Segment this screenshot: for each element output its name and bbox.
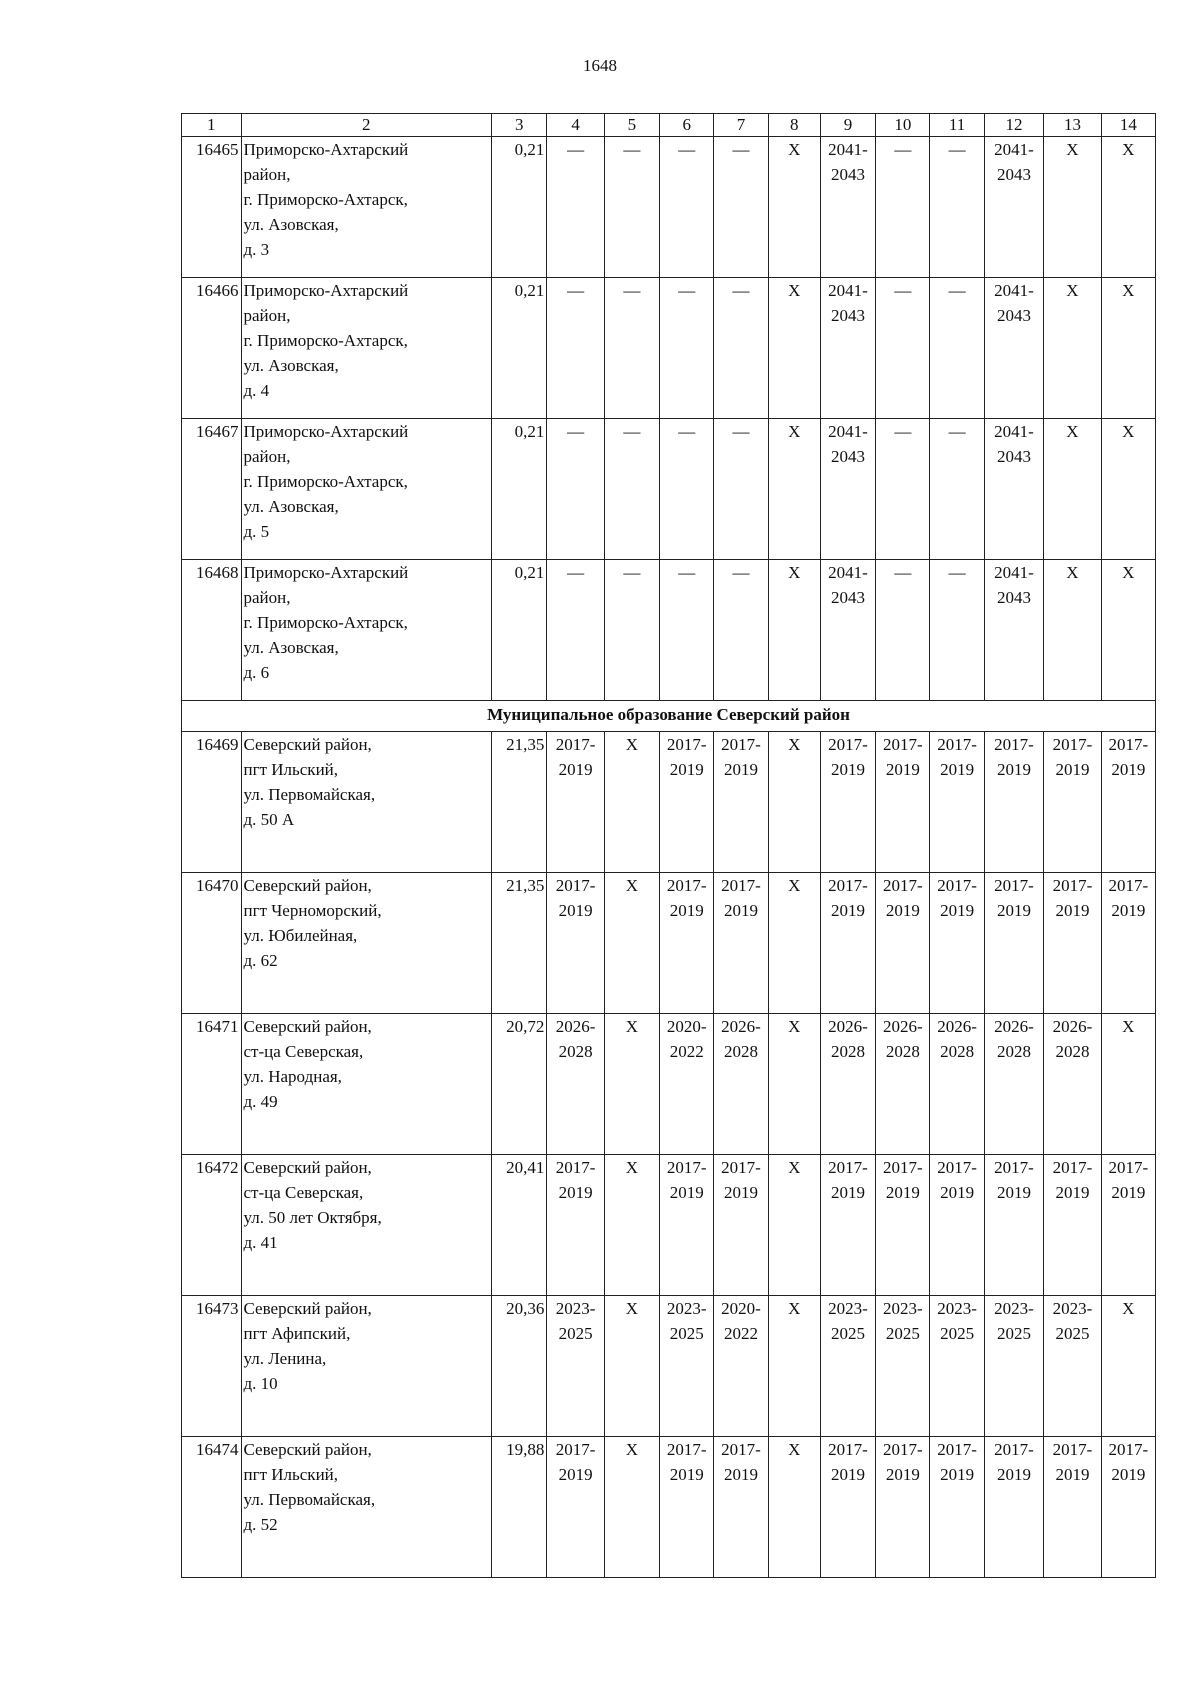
value-cell: 2023- 2025 — [1044, 1296, 1101, 1437]
value-cell: — — [876, 419, 930, 560]
table-row — [182, 560, 1156, 701]
column-header: 12 — [984, 114, 1044, 137]
table-row — [182, 1296, 1156, 1437]
value-cell: 2026- 2028 — [714, 1014, 768, 1155]
value-cell: 2023- 2025 — [984, 1296, 1044, 1437]
value-cell: X — [768, 873, 820, 1014]
area-cell: 0,21 — [492, 419, 547, 560]
value-cell: 2041- 2043 — [984, 419, 1044, 560]
value-cell: — — [876, 137, 930, 278]
value-cell: 2017- 2019 — [547, 873, 604, 1014]
area-cell: 20,72 — [492, 1014, 547, 1155]
table-row — [182, 732, 1156, 873]
value-cell: — — [876, 560, 930, 701]
value-cell: 2041- 2043 — [984, 278, 1044, 419]
section-row — [182, 701, 1156, 732]
value-cell: — — [547, 419, 604, 560]
area-cell: 21,35 — [492, 873, 547, 1014]
value-cell: 2017- 2019 — [930, 1437, 984, 1578]
address-cell: Приморско-Ахтарский район, г. Приморско-Ахтарск, ул. Азовская, д. 3 — [241, 137, 492, 278]
value-cell: 2017- 2019 — [1101, 1437, 1155, 1578]
area-cell: 19,88 — [492, 1437, 547, 1578]
value-cell: X — [768, 137, 820, 278]
column-header-row — [182, 114, 1156, 137]
value-cell: X — [604, 1014, 659, 1155]
value-cell: X — [1101, 1014, 1155, 1155]
address-cell: Приморско-Ахтарский район, г. Приморско-Ахтарск, ул. Азовская, д. 4 — [241, 278, 492, 419]
value-cell: — — [604, 278, 659, 419]
address-cell: Приморско-Ахтарский район, г. Приморско-Ахтарск, ул. Азовская, д. 6 — [241, 560, 492, 701]
value-cell: — — [660, 560, 714, 701]
table-row — [182, 137, 1156, 278]
table-row — [182, 1014, 1156, 1155]
value-cell: X — [1101, 560, 1155, 701]
value-cell: 2017- 2019 — [1044, 873, 1101, 1014]
value-cell: 2026- 2028 — [547, 1014, 604, 1155]
value-cell: — — [930, 419, 984, 560]
area-cell: 20,36 — [492, 1296, 547, 1437]
value-cell: 2017- 2019 — [547, 1437, 604, 1578]
column-header: 14 — [1101, 114, 1155, 137]
value-cell: 2017- 2019 — [876, 873, 930, 1014]
value-cell: 2041- 2043 — [820, 560, 875, 701]
address-cell: Северский район, ст-ца Северская, ул. Народная, д. 49 — [241, 1014, 492, 1155]
address-cell: Приморско-Ахтарский район, г. Приморско-Ахтарск, ул. Азовская, д. 5 — [241, 419, 492, 560]
value-cell: X — [768, 560, 820, 701]
value-cell: 2017- 2019 — [714, 1155, 768, 1296]
value-cell: X — [604, 732, 659, 873]
value-cell: 2017- 2019 — [820, 1155, 875, 1296]
value-cell: — — [547, 560, 604, 701]
row-number: 16474 — [182, 1437, 242, 1578]
value-cell: 2017- 2019 — [876, 732, 930, 873]
value-cell: X — [1044, 419, 1101, 560]
value-cell: 2017- 2019 — [876, 1155, 930, 1296]
row-number: 16469 — [182, 732, 242, 873]
value-cell: 2017- 2019 — [1101, 1155, 1155, 1296]
value-cell: 2023- 2025 — [820, 1296, 875, 1437]
value-cell: 2020- 2022 — [714, 1296, 768, 1437]
value-cell: 2017- 2019 — [1101, 873, 1155, 1014]
value-cell: X — [768, 1014, 820, 1155]
row-number: 16473 — [182, 1296, 242, 1437]
table-row — [182, 1437, 1156, 1578]
value-cell: 2017- 2019 — [1044, 732, 1101, 873]
address-cell: Северский район, пгт Афипский, ул. Ленина, д. 10 — [241, 1296, 492, 1437]
table-row — [182, 1155, 1156, 1296]
value-cell: 2026- 2028 — [930, 1014, 984, 1155]
value-cell: X — [604, 1155, 659, 1296]
value-cell: 2017- 2019 — [547, 1155, 604, 1296]
value-cell: X — [1101, 419, 1155, 560]
table-body — [182, 137, 1156, 1578]
value-cell: 2017- 2019 — [820, 873, 875, 1014]
row-number: 16470 — [182, 873, 242, 1014]
area-cell: 20,41 — [492, 1155, 547, 1296]
value-cell: X — [604, 873, 659, 1014]
value-cell: 2041- 2043 — [984, 560, 1044, 701]
value-cell: X — [1101, 137, 1155, 278]
column-header: 4 — [547, 114, 604, 137]
column-header: 6 — [660, 114, 714, 137]
value-cell: 2020- 2022 — [660, 1014, 714, 1155]
value-cell: X — [768, 732, 820, 873]
value-cell: 2026- 2028 — [984, 1014, 1044, 1155]
value-cell: 2041- 2043 — [984, 137, 1044, 278]
value-cell: X — [768, 1155, 820, 1296]
value-cell: 2026- 2028 — [1044, 1014, 1101, 1155]
value-cell: — — [714, 137, 768, 278]
column-header: 9 — [820, 114, 875, 137]
value-cell: 2017- 2019 — [984, 873, 1044, 1014]
table-row — [182, 873, 1156, 1014]
value-cell: X — [1101, 278, 1155, 419]
value-cell: 2017- 2019 — [714, 873, 768, 1014]
value-cell: — — [660, 419, 714, 560]
value-cell: X — [604, 1296, 659, 1437]
value-cell: 2017- 2019 — [984, 732, 1044, 873]
value-cell: 2017- 2019 — [984, 1437, 1044, 1578]
column-header: 10 — [876, 114, 930, 137]
value-cell: X — [768, 1296, 820, 1437]
value-cell: — — [604, 137, 659, 278]
value-cell: 2023- 2025 — [547, 1296, 604, 1437]
value-cell: 2041- 2043 — [820, 278, 875, 419]
area-cell: 21,35 — [492, 732, 547, 873]
value-cell: 2017- 2019 — [547, 732, 604, 873]
value-cell: — — [660, 137, 714, 278]
address-cell: Северский район, ст-ца Северская, ул. 50 лет Октября, д. 41 — [241, 1155, 492, 1296]
value-cell: X — [1044, 560, 1101, 701]
value-cell: X — [604, 1437, 659, 1578]
row-number: 16466 — [182, 278, 242, 419]
value-cell: X — [768, 278, 820, 419]
value-cell: 2017- 2019 — [660, 1437, 714, 1578]
row-number: 16467 — [182, 419, 242, 560]
value-cell: 2017- 2019 — [660, 873, 714, 1014]
column-header: 5 — [604, 114, 659, 137]
address-cell: Северский район, пгт Ильский, ул. Первомайская, д. 50 А — [241, 732, 492, 873]
address-cell: Северский район, пгт Черноморский, ул. Юбилейная, д. 62 — [241, 873, 492, 1014]
row-number: 16468 — [182, 560, 242, 701]
value-cell: 2017- 2019 — [1044, 1155, 1101, 1296]
value-cell: — — [930, 137, 984, 278]
value-cell: 2017- 2019 — [714, 1437, 768, 1578]
value-cell: 2041- 2043 — [820, 137, 875, 278]
value-cell: 2017- 2019 — [930, 732, 984, 873]
value-cell: X — [1044, 278, 1101, 419]
row-number: 16465 — [182, 137, 242, 278]
value-cell: X — [768, 1437, 820, 1578]
area-cell: 0,21 — [492, 560, 547, 701]
value-cell: 2017- 2019 — [820, 1437, 875, 1578]
value-cell: 2026- 2028 — [820, 1014, 875, 1155]
value-cell: — — [547, 137, 604, 278]
value-cell: 2017- 2019 — [714, 732, 768, 873]
column-header: 11 — [930, 114, 984, 137]
value-cell: 2026- 2028 — [876, 1014, 930, 1155]
value-cell: 2023- 2025 — [660, 1296, 714, 1437]
value-cell: — — [604, 560, 659, 701]
row-number: 16471 — [182, 1014, 242, 1155]
value-cell: — — [930, 278, 984, 419]
value-cell: 2017- 2019 — [660, 732, 714, 873]
value-cell: — — [714, 560, 768, 701]
value-cell: 2017- 2019 — [876, 1437, 930, 1578]
area-cell: 0,21 — [492, 278, 547, 419]
value-cell: 2017- 2019 — [930, 873, 984, 1014]
value-cell: — — [660, 278, 714, 419]
column-header: 8 — [768, 114, 820, 137]
value-cell: X — [1044, 137, 1101, 278]
value-cell: — — [604, 419, 659, 560]
value-cell: 2023- 2025 — [930, 1296, 984, 1437]
table-row — [182, 419, 1156, 560]
value-cell: — — [714, 278, 768, 419]
value-cell: — — [876, 278, 930, 419]
address-cell: Северский район, пгт Ильский, ул. Первомайская, д. 52 — [241, 1437, 492, 1578]
value-cell: 2041- 2043 — [820, 419, 875, 560]
column-header: 2 — [241, 114, 492, 137]
value-cell: X — [768, 419, 820, 560]
column-header: 7 — [714, 114, 768, 137]
page-number: 1648 — [583, 56, 617, 75]
value-cell: 2017- 2019 — [1044, 1437, 1101, 1578]
table-row — [182, 278, 1156, 419]
value-cell: 2017- 2019 — [984, 1155, 1044, 1296]
value-cell: — — [930, 560, 984, 701]
section-title: Муниципальное образование Северский район — [182, 701, 1156, 732]
area-cell: 0,21 — [492, 137, 547, 278]
value-cell: — — [547, 278, 604, 419]
column-header: 3 — [492, 114, 547, 137]
value-cell: 2017- 2019 — [820, 732, 875, 873]
data-table — [181, 113, 1156, 1578]
row-number: 16472 — [182, 1155, 242, 1296]
value-cell: 2017- 2019 — [1101, 732, 1155, 873]
column-header: 13 — [1044, 114, 1101, 137]
value-cell: 2017- 2019 — [660, 1155, 714, 1296]
value-cell: 2017- 2019 — [930, 1155, 984, 1296]
value-cell: 2023- 2025 — [876, 1296, 930, 1437]
column-header: 1 — [182, 114, 242, 137]
value-cell: — — [714, 419, 768, 560]
value-cell: X — [1101, 1296, 1155, 1437]
